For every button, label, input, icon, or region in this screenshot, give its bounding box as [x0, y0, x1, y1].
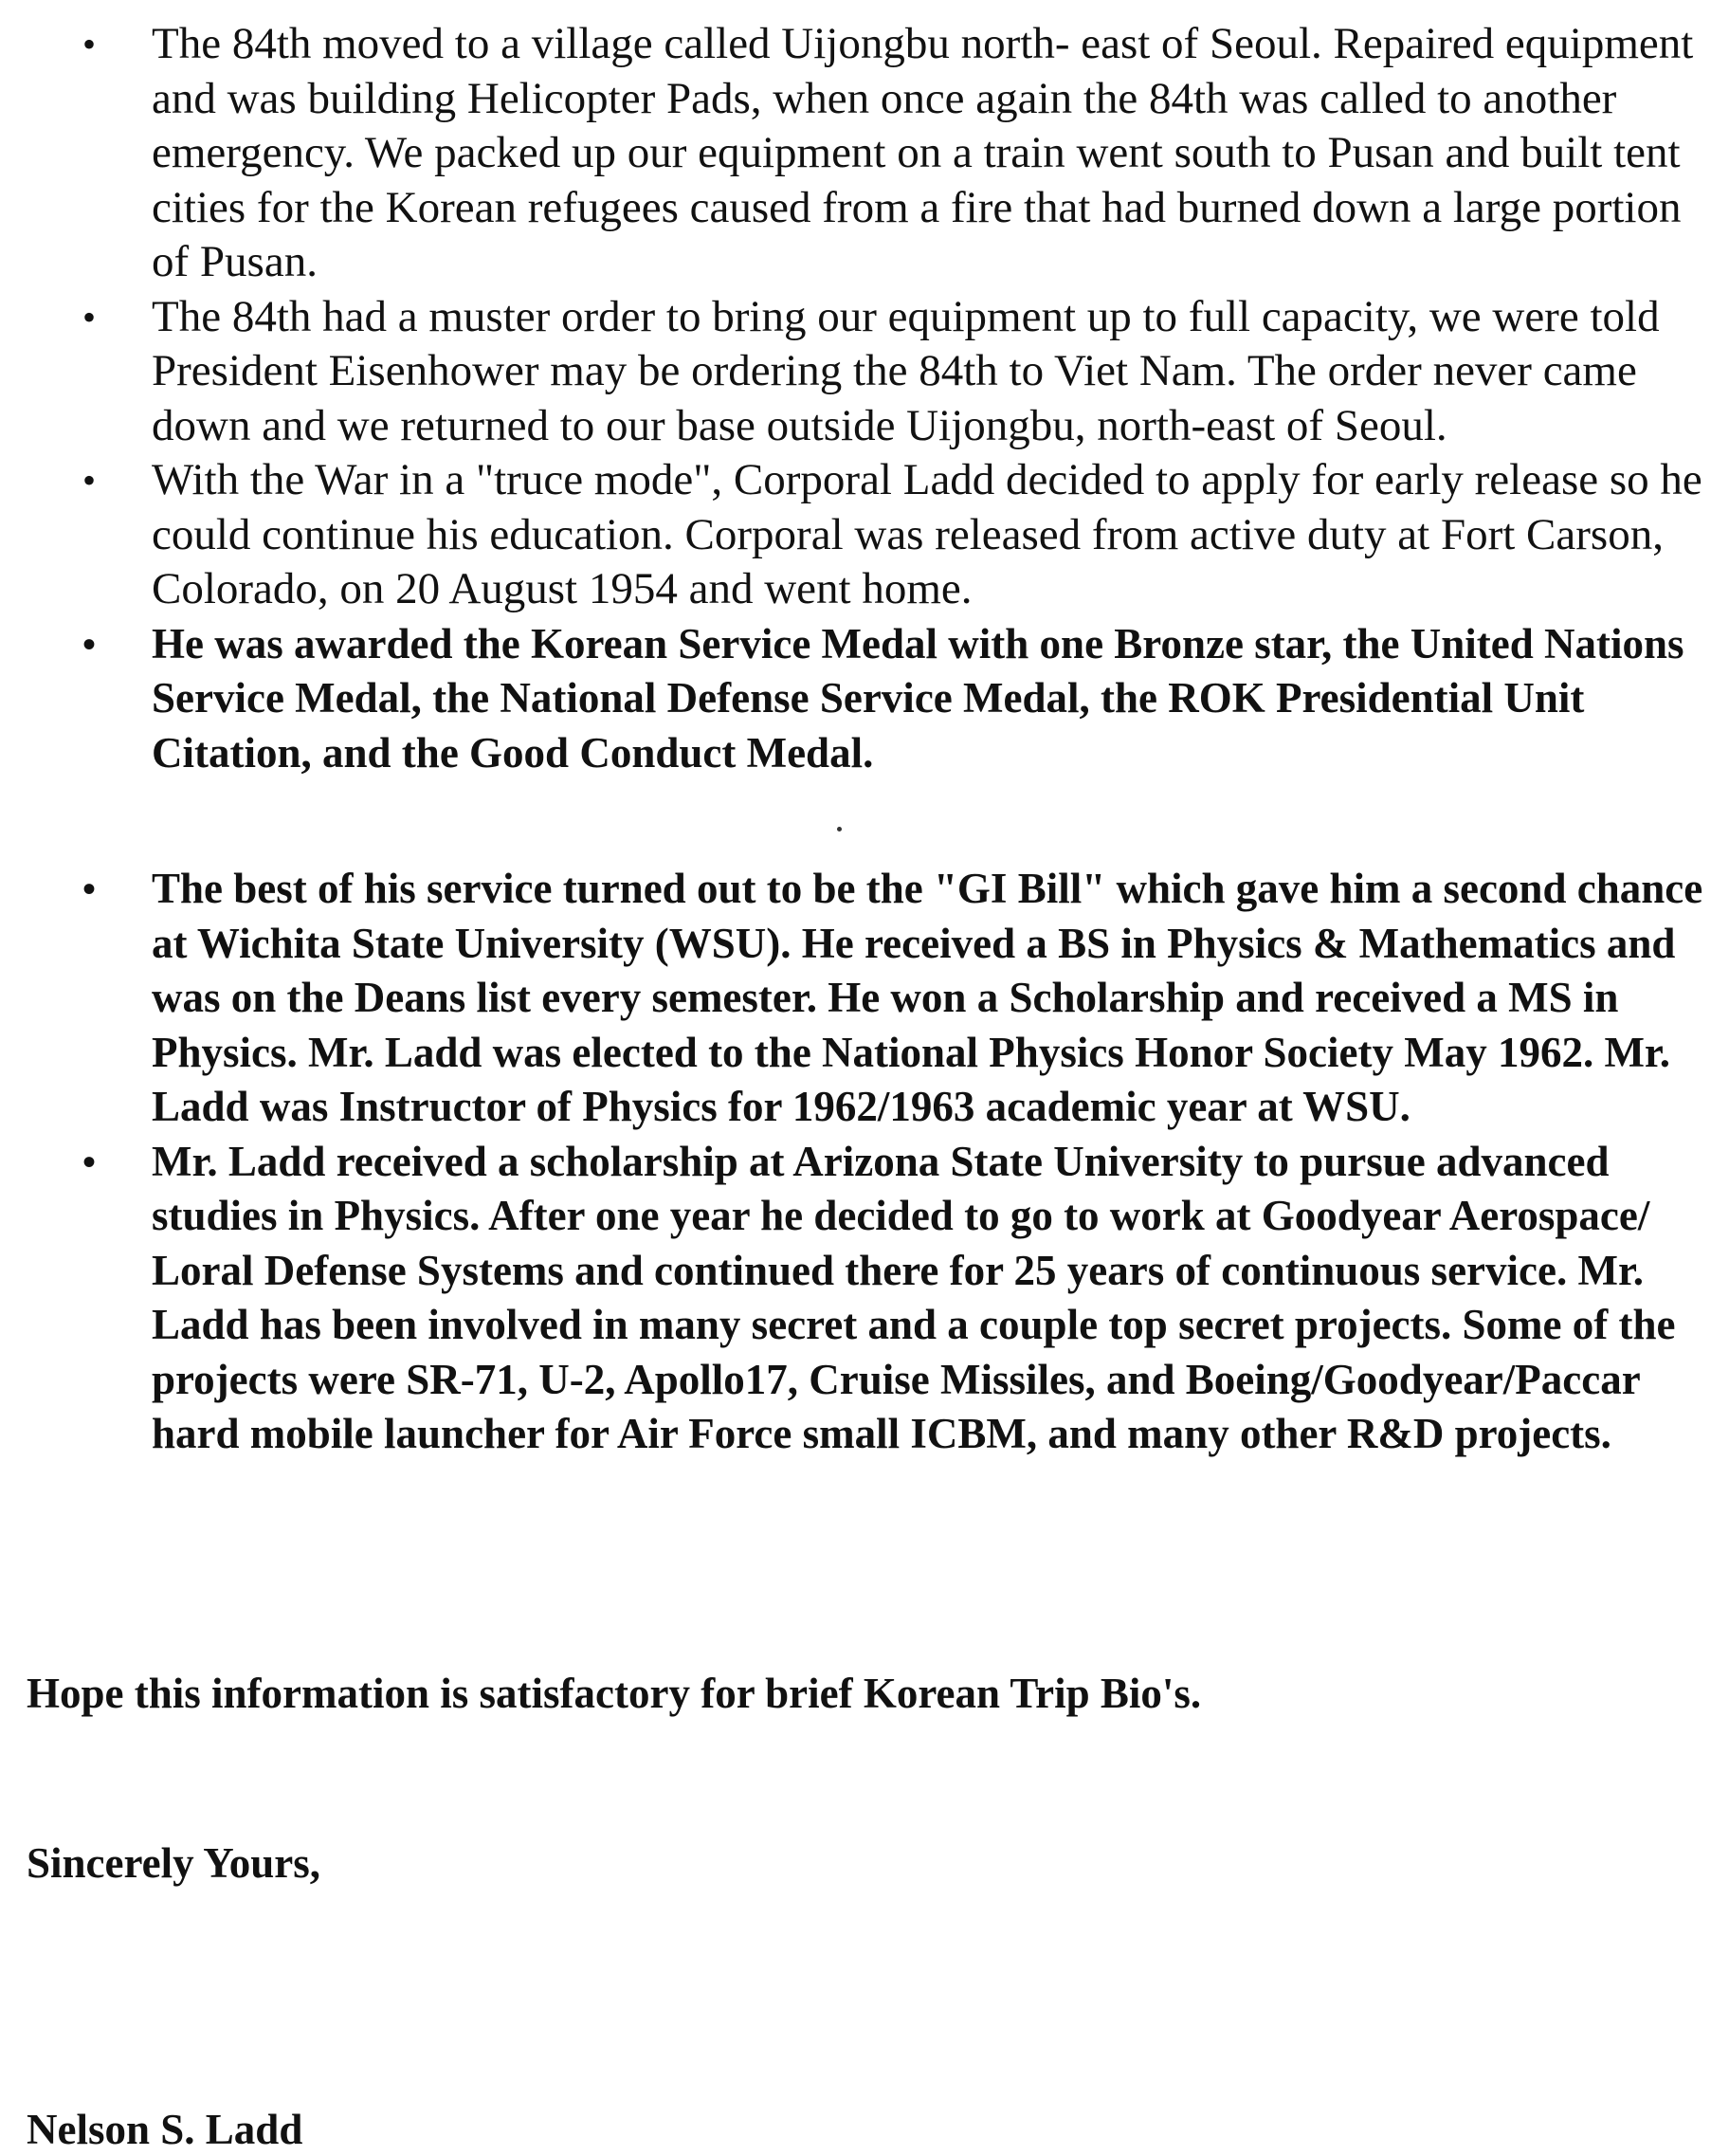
bullet-icon: • — [82, 868, 97, 910]
bullet-text: The 84th had a muster order to bring our equipment up to full capacity, we were told President Eisenhower may be ordering the 84th to Viet Nam. The order never came down and we returned to our base outside Uijongbu, north-east of Seoul. — [152, 291, 1660, 450]
bullet-icon: • — [82, 622, 97, 666]
bullet-item — [78, 1135, 1718, 1462]
bullet-item — [78, 862, 1718, 1135]
scan-speck — [837, 827, 842, 831]
bullet-icon: • — [82, 459, 97, 502]
bullet-list — [78, 17, 1718, 1462]
bullet-icon: • — [82, 1140, 97, 1183]
bullet-icon: • — [82, 295, 97, 338]
valediction: Sincerely Yours, — [27, 1839, 320, 1887]
bullet-item — [78, 453, 1718, 617]
bullet-item — [78, 290, 1718, 454]
bullet-text: The best of his service turned out to be the "GI Bill" which gave him a second chance at Wichita State University (WSU). He received a BS in Physics & Mathematics and was on the Deans list every semester. He won a Scholarship and received a MS in Physics. Mr. Ladd was elected to the National Physics Honor Society May 1962. Mr. Ladd was Instructor of Physics for 1962/1963 academic year at WSU. — [152, 865, 1703, 1130]
bullet-item — [78, 617, 1718, 781]
signature-name: Nelson S. Ladd — [27, 2106, 303, 2153]
bullet-text: Mr. Ladd received a scholarship at Arizona State University to pursue advanced studies in Physics. After one year he decided to go to work at Goodyear Aerospace/ Loral Defense Systems and continued there for 25 years of continuous service. Mr. Ladd has been involved in many secret and a couple top secret projects. Some of the projects were SR-71, U-2, Apollo17, Cruise Missiles, and Boeing/Goodyear/Paccar hard mobile launcher for Air Force small ICBM, and many other R&D projects. — [152, 1137, 1676, 1457]
bullet-text: The 84th moved to a village called Uijongbu north- east of Seoul. Repaired equipment and was building Helicopter Pads, when once again the 84th was called to another emergency. We packed up our equipment on a train went south to Pusan and built tent cities for the Korean refugees caused from a fire that had burned down a large portion of Pusan. — [152, 19, 1694, 286]
closing-line: Hope this information is satisfactory for brief Korean Trip Bio's. — [27, 1670, 1202, 1717]
bullet-icon: • — [82, 23, 97, 65]
bullet-text: With the War in a "truce mode", Corporal Ladd decided to apply for early release so he could continue his education. Corporal was released from active duty at Fort Carson, Colorado, on 20 August 1954 and went home. — [152, 455, 1702, 613]
bullet-item — [78, 17, 1718, 290]
bullet-text: He was awarded the Korean Service Medal with one Bronze star, the United Nations Service Medal, the National Defense Service Medal, the ROK Presidential Unit Citation, and the Good Conduct Medal. — [152, 619, 1684, 777]
